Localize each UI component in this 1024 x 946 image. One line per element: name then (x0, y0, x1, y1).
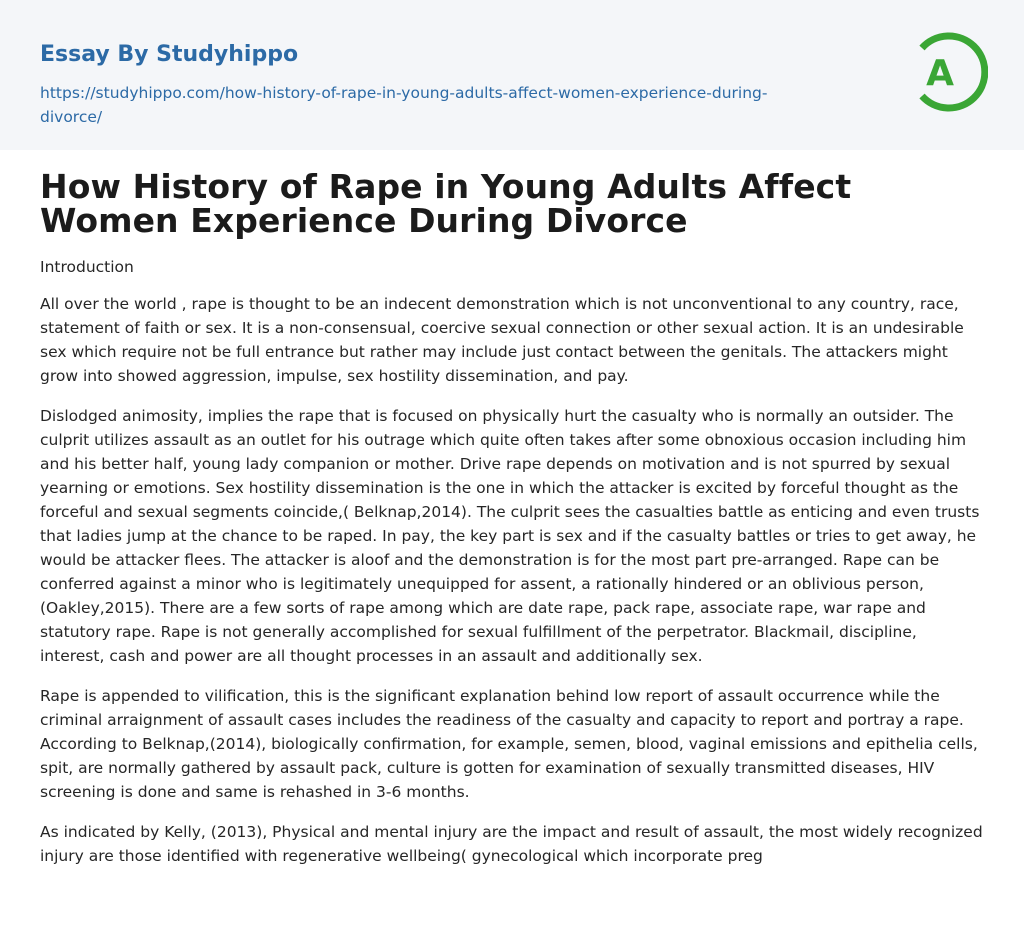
essay-paragraph: As indicated by Kelly, (2013), Physical and mental injury are the impact and result of assault, the most widely recognized injury are those identified with regenerative wellbeing( gynecological which incorporate preg (40, 823, 983, 865)
studyhippo-logo-icon[interactable] (908, 28, 988, 116)
essay-content (40, 167, 984, 868)
brand-title[interactable]: Essay By Studyhippo (40, 42, 299, 67)
essay-title: How History of Rape in Young Adults Affect Women Experience During Divorce (40, 167, 852, 240)
source-url-link[interactable]: https://studyhippo.com/how-history-of-rape-in-young-adults-affect-women-experience-during-divorce/ (40, 84, 768, 126)
site-header (0, 0, 1024, 150)
logo-letter: A (926, 53, 954, 94)
essay-paragraph: Rape is appended to vilification, this is the significant explanation behind low report of assault occurrence while the criminal arraignment of assault cases includes the readiness of the casualty and capacity to report and portray a rape. According to Belknap,(2014), biologically confirmation, for example, semen, blood, vaginal emissions and epithelia cells, spit, are normally gathered by assault pack, culture is gotten for examination of sexually transmitted diseases, HIV screening is done and same is rehashed in 3-6 months. (40, 687, 978, 801)
essay-paragraph: Dislodged animosity, implies the rape that is focused on physically hurt the casualty who is normally an outsider. The culprit utilizes assault as an outlet for his outrage which quite often takes after some obnoxious occasion including him and his better half, young lady companion or mother. Drive rape depends on motivation and is not spurred by sexual yearning or emotions. Sex hostility dissemination is the one in which the attacker is excited by forceful thought as the forceful and sexual segments coincide,( Belknap,2014). The culprit sees the casualties battle as enticing and even trusts that ladies jump at the chance to be raped. In pay, the key part is sex and if the casualty battles or tries to get away, he would be attacker flees. The attacker is aloof and the demonstration is for the most part pre-arranged. Rape can be conferred against a minor who is legitimately unequipped for assent, a rationally hindered or an oblivious person,(Oakley,2015). There are a few sorts of rape among which are date rape, pack rape, associate rape, war rape and statutory rape. Rape is not generally accomplished for sexual fulfillment of the perpetrator. Blackmail, discipline, interest, cash and power are all thought processes in an assault and additionally sex. (40, 407, 980, 665)
section-label-introduction: Introduction (40, 258, 134, 276)
essay-paragraph: All over the world , rape is thought to be an indecent demonstration which is not unconventional to any country, race, statement of faith or sex. It is a non-consensual, coercive sexual connection or other sexual action. It is an undesirable sex which require not be full entrance but rather may include just contact between the genitals. The attackers might grow into showed aggression, impulse, sex hostility dissemination, and pay. (40, 295, 964, 385)
